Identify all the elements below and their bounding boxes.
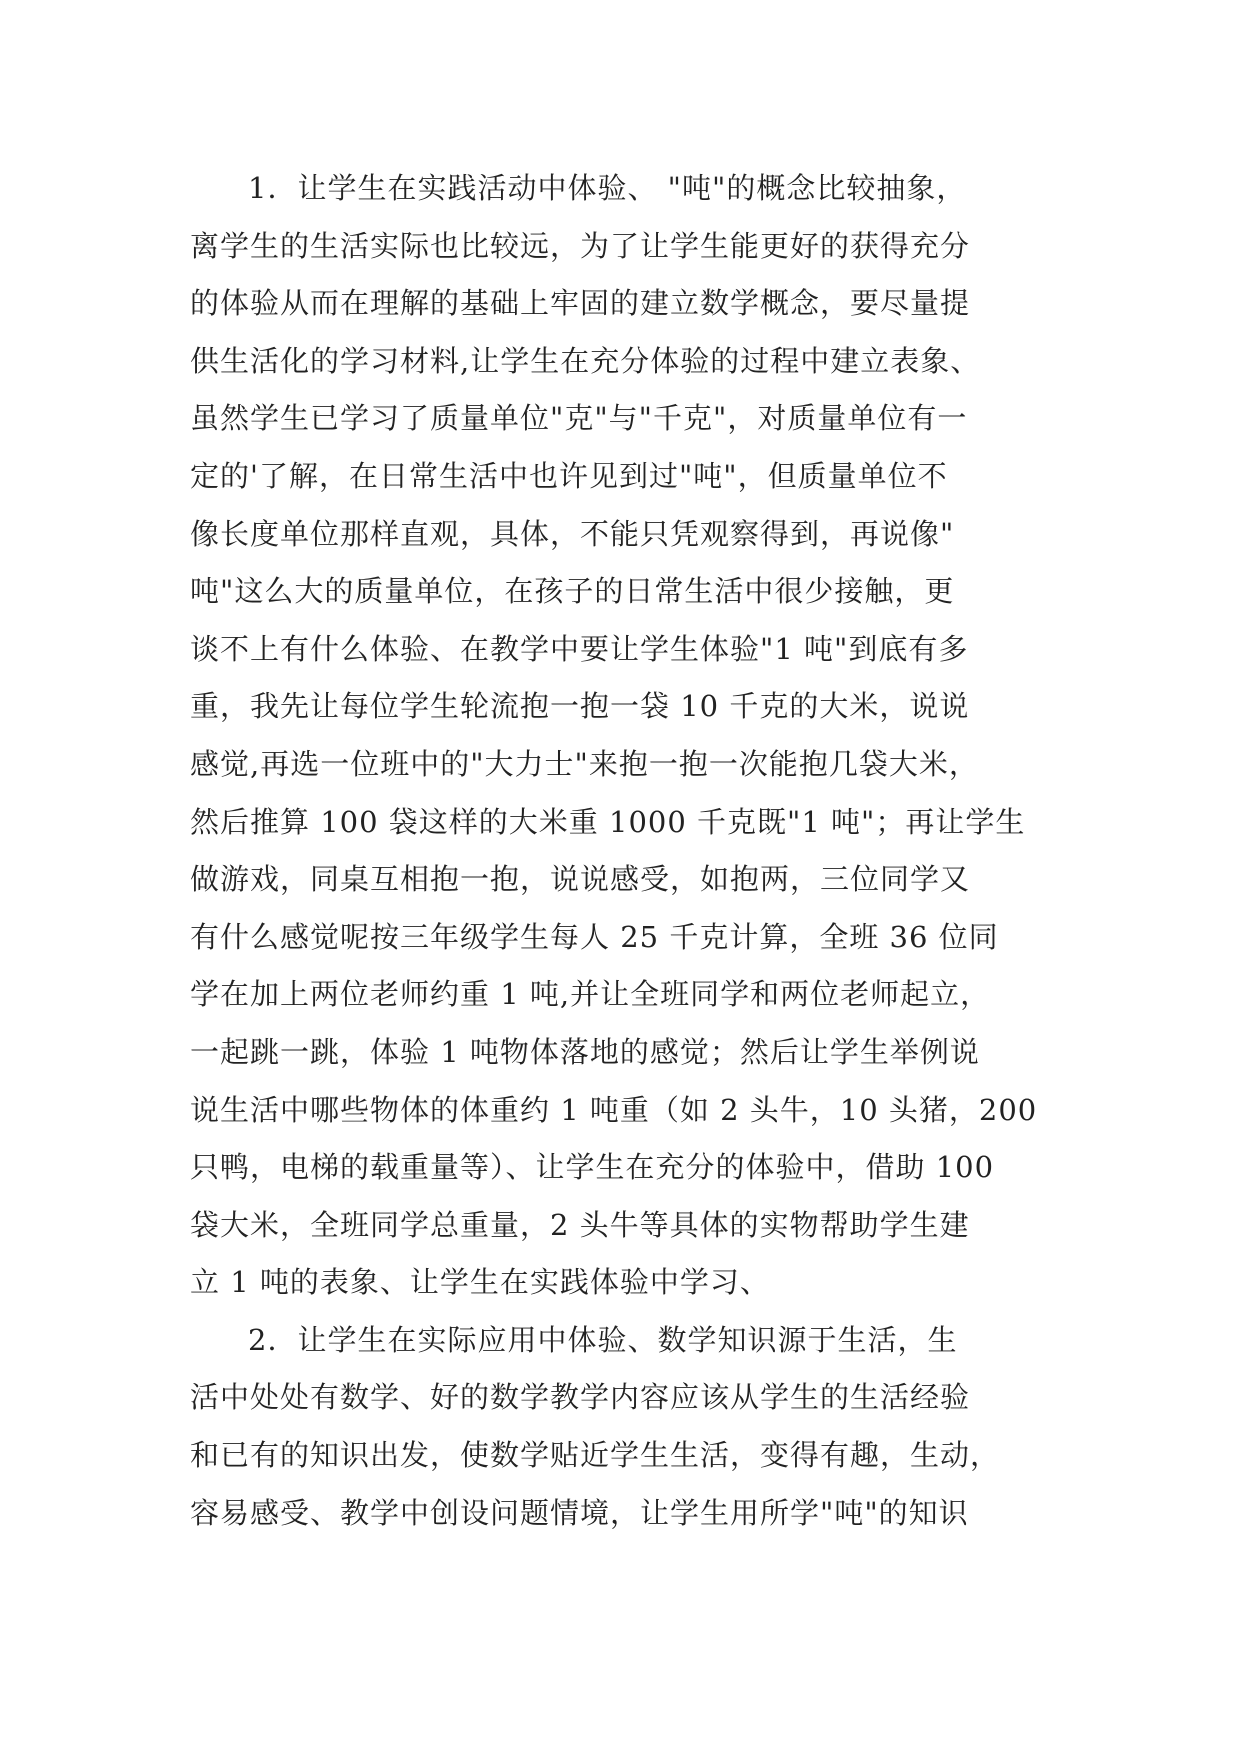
text-line: 重，我先让每位学生轮流抱一抱一袋 10 千克的大米，说说	[190, 689, 970, 724]
text-line: 感觉,再选一位班中的"大力士"来抱一抱一次能抱几袋大米，	[190, 746, 979, 781]
paragraph-number: 2．	[248, 1322, 298, 1357]
text-line: 供生活化的学习材料,让学生在充分体验的过程中建立表象、	[190, 343, 981, 378]
text-line: 做游戏，同桌互相抱一抱，说说感受，如抱两，三位同学又	[190, 862, 971, 897]
text-line: 谈不上有什么体验、在教学中要让学生体验"1 吨"到底有多	[190, 631, 969, 666]
text-line: 离学生的生活实际也比较远，为了让学生能更好的获得充分	[190, 228, 971, 263]
text-line: 只鸭，电梯的载重量等）、让学生在充分的体验中，借助 100	[190, 1150, 995, 1185]
text-line: 2．让学生在实际应用中体验、数学知识源于生活，生	[248, 1322, 958, 1357]
text-line: 立 1 吨的表象、让学生在实践体验中学习、	[190, 1265, 770, 1300]
text-line: 定的'了解，在日常生活中也许见到过"吨"，但质量单位不	[190, 458, 948, 493]
body-text	[190, 160, 1060, 1542]
text-line: 活中处处有数学、好的数学教学内容应该从学生的生活经验	[190, 1380, 971, 1415]
paragraph-number: 1．	[248, 171, 298, 205]
text-line: 有什么感觉呢按三年级学生每人 25 千克计算，全班 36 位同	[190, 919, 999, 954]
text-line: 容易感受、教学中创设问题情境，让学生用所学"吨"的知识	[190, 1495, 969, 1530]
text-line: 说生活中哪些物体的体重约 1 吨重（如 2 头牛，10 头猪，200	[190, 1092, 1038, 1127]
text-line: 1．让学生在实践活动中体验、 "吨"的概念比较抽象，	[248, 171, 967, 205]
text-line: 像长度单位那样直观，具体，不能只凭观察得到，再说像"	[190, 516, 955, 551]
paragraph-1	[190, 160, 1060, 1312]
text-line: 和已有的知识出发，使数学贴近学生生活，变得有趣，生动，	[190, 1438, 1001, 1473]
text-line: 然后推算 100 袋这样的大米重 1000 千克既"1 吨"；再让学生	[190, 804, 1026, 839]
paragraph-2	[190, 1312, 1060, 1542]
text-line: 一起跳一跳，体验 1 吨物体落地的感觉；然后让学生举例说	[190, 1034, 980, 1069]
text-line: 学在加上两位老师约重 1 吨,并让全班同学和两位老师起立，	[190, 977, 991, 1012]
text-line: 的体验从而在理解的基础上牢固的建立数学概念，要尽量提	[190, 286, 971, 321]
text-line: 吨"这么大的质量单位，在孩子的日常生活中很少接触，更	[190, 574, 955, 609]
text-line: 袋大米，全班同学总重量，2 头牛等具体的实物帮助学生建	[190, 1207, 970, 1242]
text-line: 虽然学生已学习了质量单位"克"与"千克"，对质量单位有一	[190, 401, 968, 436]
